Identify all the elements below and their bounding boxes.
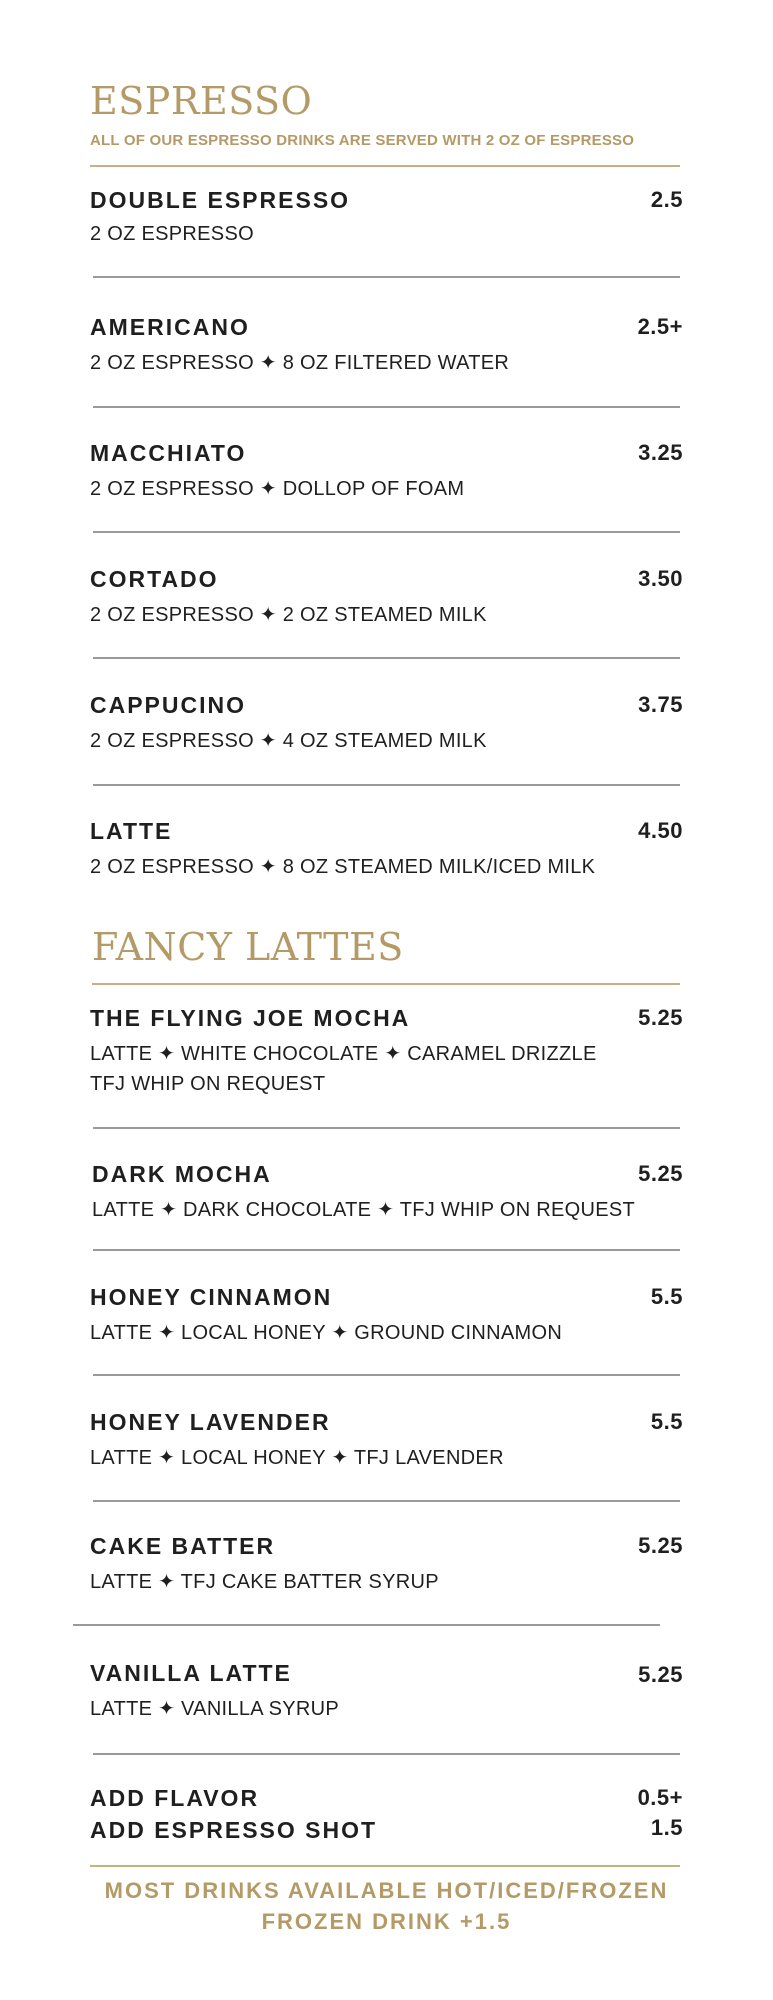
item-price: 3.50 bbox=[638, 566, 683, 591]
extra-name: ADD FLAVOR bbox=[90, 1785, 260, 1811]
item-divider bbox=[93, 657, 680, 659]
item-description: LATTE ✦ TFJ CAKE BATTER SYRUP bbox=[90, 1571, 439, 1593]
item-price: 2.5+ bbox=[637, 314, 683, 339]
item-name: MACCHIATO bbox=[90, 440, 247, 466]
item-divider bbox=[93, 1249, 680, 1251]
item-divider bbox=[93, 784, 680, 786]
item-description: LATTE ✦ LOCAL HONEY ✦ TFJ LAVENDER bbox=[90, 1447, 504, 1469]
footer-frozen-note: FROZEN DRINK +1.5 bbox=[261, 1909, 512, 1934]
extra-name: ADD ESPRESSO SHOT bbox=[90, 1817, 378, 1843]
item-divider bbox=[93, 1374, 680, 1376]
fancy-lattes-section-title: FANCY LATTES bbox=[92, 925, 404, 969]
item-description: 2 OZ ESPRESSO ✦ 8 OZ STEAMED MILK/ICED MILK bbox=[90, 856, 596, 878]
espresso-section-title: ESPRESSO bbox=[90, 79, 313, 123]
item-price: 5.5 bbox=[650, 1284, 683, 1309]
item-description: LATTE ✦ VANILLA SYRUP bbox=[90, 1698, 340, 1720]
item-name: CAPPUCINO bbox=[90, 692, 247, 718]
item-name: LATTE bbox=[90, 818, 173, 844]
item-name: VANILLA LATTE bbox=[90, 1660, 292, 1686]
espresso-section-subtitle: ALL OF OUR ESPRESSO DRINKS ARE SERVED WITH 2 OZ OF ESPRESSO bbox=[90, 132, 635, 149]
item-description: 2 OZ ESPRESSO ✦ DOLLOP OF FOAM bbox=[90, 478, 465, 500]
item-divider bbox=[93, 276, 680, 278]
item-description: LATTE ✦ WHITE CHOCOLATE ✦ CARAMEL DRIZZLE bbox=[90, 1043, 597, 1065]
item-name: CAKE BATTER bbox=[90, 1533, 276, 1559]
item-divider bbox=[73, 1624, 660, 1626]
item-price: 4.50 bbox=[638, 818, 683, 843]
item-divider bbox=[93, 1500, 680, 1502]
item-name: HONEY CINNAMON bbox=[90, 1284, 333, 1310]
item-price: 5.5 bbox=[650, 1409, 683, 1434]
item-name: DOUBLE ESPRESSO bbox=[90, 187, 351, 213]
extra-price: 1.5 bbox=[650, 1815, 683, 1840]
item-description: 2 OZ ESPRESSO bbox=[90, 223, 254, 245]
item-description: LATTE ✦ DARK CHOCOLATE ✦ TFJ WHIP ON REQUEST bbox=[92, 1199, 636, 1221]
item-description: 2 OZ ESPRESSO ✦ 2 OZ STEAMED MILK bbox=[90, 604, 487, 626]
item-divider bbox=[93, 1127, 680, 1129]
item-price: 2.5 bbox=[650, 187, 683, 212]
item-price: 3.25 bbox=[638, 440, 683, 465]
item-name: HONEY LAVENDER bbox=[90, 1409, 331, 1435]
footer-availability-note: MOST DRINKS AVAILABLE HOT/ICED/FROZEN bbox=[104, 1878, 669, 1903]
fancy-title-divider bbox=[92, 983, 680, 985]
item-divider bbox=[93, 531, 680, 533]
item-description: LATTE ✦ LOCAL HONEY ✦ GROUND CINNAMON bbox=[90, 1322, 563, 1344]
item-name: AMERICANO bbox=[90, 314, 250, 340]
item-divider bbox=[93, 1753, 680, 1755]
extra-price: 0.5+ bbox=[637, 1785, 683, 1810]
item-description: 2 OZ ESPRESSO ✦ 8 OZ FILTERED WATER bbox=[90, 352, 510, 374]
footer-divider bbox=[90, 1865, 680, 1867]
item-price: 5.25 bbox=[638, 1533, 683, 1558]
item-price: 3.75 bbox=[638, 692, 683, 717]
item-name: THE FLYING JOE MOCHA bbox=[90, 1005, 411, 1031]
item-price: 5.25 bbox=[638, 1662, 683, 1687]
item-name: DARK MOCHA bbox=[92, 1161, 272, 1187]
item-price: 5.25 bbox=[638, 1161, 683, 1186]
item-description: 2 OZ ESPRESSO ✦ 4 OZ STEAMED MILK bbox=[90, 730, 487, 752]
espresso-title-divider bbox=[90, 165, 680, 167]
item-description-line2: TFJ WHIP ON REQUEST bbox=[90, 1073, 326, 1095]
item-price: 5.25 bbox=[638, 1005, 683, 1030]
item-divider bbox=[93, 406, 680, 408]
item-name: CORTADO bbox=[90, 566, 219, 592]
